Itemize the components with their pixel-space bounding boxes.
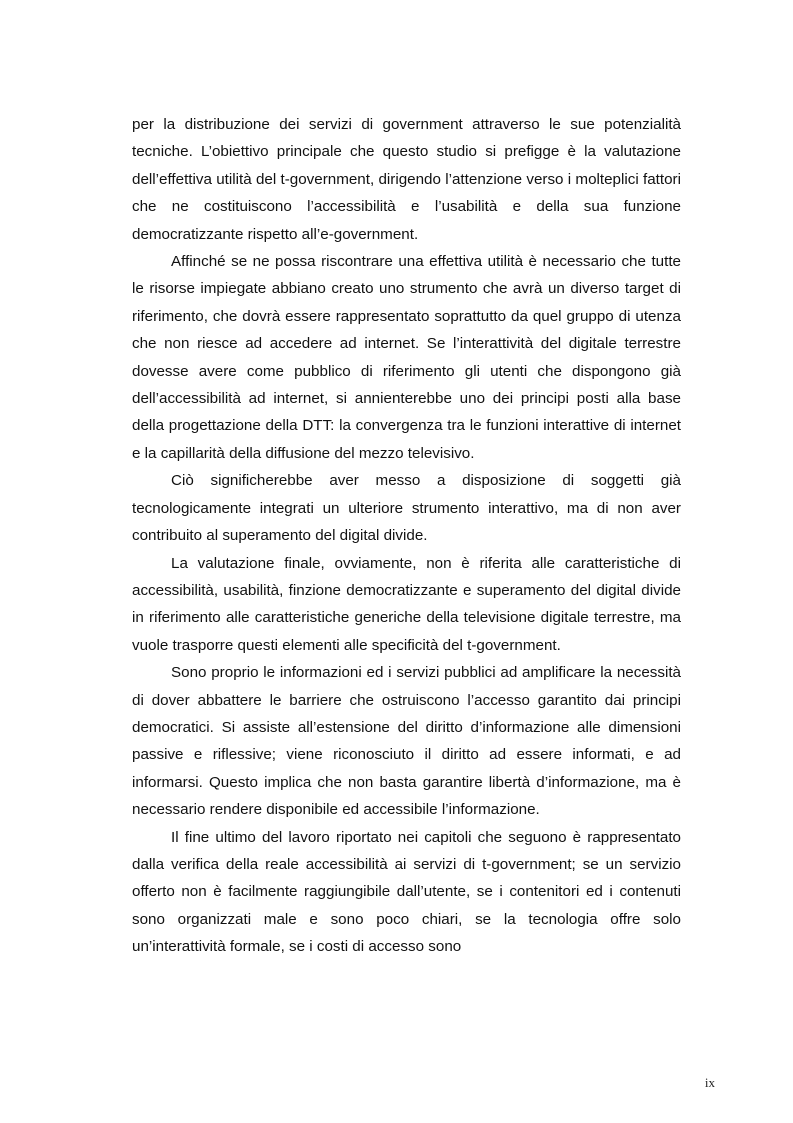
paragraph: Il fine ultimo del lavoro riportato nei capitoli che seguono è rappresentato dalla verifica della reale accessibilità ai servizi di t-government; se un servizio offerto non è facilmente raggiungibile dall’utente, se i contenitori ed i contenuti sono organizzati male e sono poco chiari, se la tecnologia offre solo un’interattività formale, se i costi di accesso sono bbox=[132, 828, 681, 956]
paragraph-continued: per la distribuzione dei servizi di government attraverso le sue potenzialità tecniche. L’obiettivo principale che questo studio si prefigge è la valutazione dell’effettiva utilità del t-government, dirigendo l’attenzione verso i molteplici fattori che ne costituiscono l’accessibilità e l’usabilità e della sua funzione democratizzante rispetto all’e-government. bbox=[132, 116, 681, 243]
paragraph: Affinché se ne possa riscontrare una effettiva utilità è necessario che tutte le risorse impiegate abbiano creato uno strumento che avrà un diverso target di riferimento, che dovrà essere rappresentato soprattutto da quel gruppo di utenza che non riesce ad accedere ad internet. Se l’interattività del digitale terrestre dovesse avere come pubblico di riferimento gli utenti che dispongono già dell’accessibilità ad internet, si annienterebbe uno dei principi posti alla base della progettazione della DTT: la convergenza tra le funzioni interattive di internet e la capillarità della diffusione del mezzo televisivo. bbox=[132, 253, 681, 462]
paragraph: La valutazione finale, ovviamente, non è riferita alle caratteristiche di accessibilità, usabilità, finzione democratizzante e superamento del digital divide in riferimento alle caratteristiche generiche della televisione digitale terrestre, ma vuole trasporre questi elementi alle specificità del t-government. bbox=[132, 554, 681, 654]
paragraph: Ciò significherebbe aver messo a disposizione di soggetti già tecnologicamente integrati un ulteriore strumento interattivo, ma di non aver contribuito al superamento del digital divide. bbox=[132, 472, 681, 545]
paragraph: Sono proprio le informazioni ed i servizi pubblici ad amplificare la necessità di dover abbattere le barriere che ostruiscono l’accesso garantito dai principi democratici. Si assiste all’estensione del diritto d’informazione alle dimensioni passive e riflessive; viene riconosciuto il diritto ad essere informati, e ad informarsi. Questo implica che non basta garantire libertà d’informazione, ma è necessario rendere disponibile ed accessibile l’informazione. bbox=[132, 664, 681, 819]
body-text bbox=[132, 111, 681, 961]
page-number: ix bbox=[704, 1075, 715, 1090]
